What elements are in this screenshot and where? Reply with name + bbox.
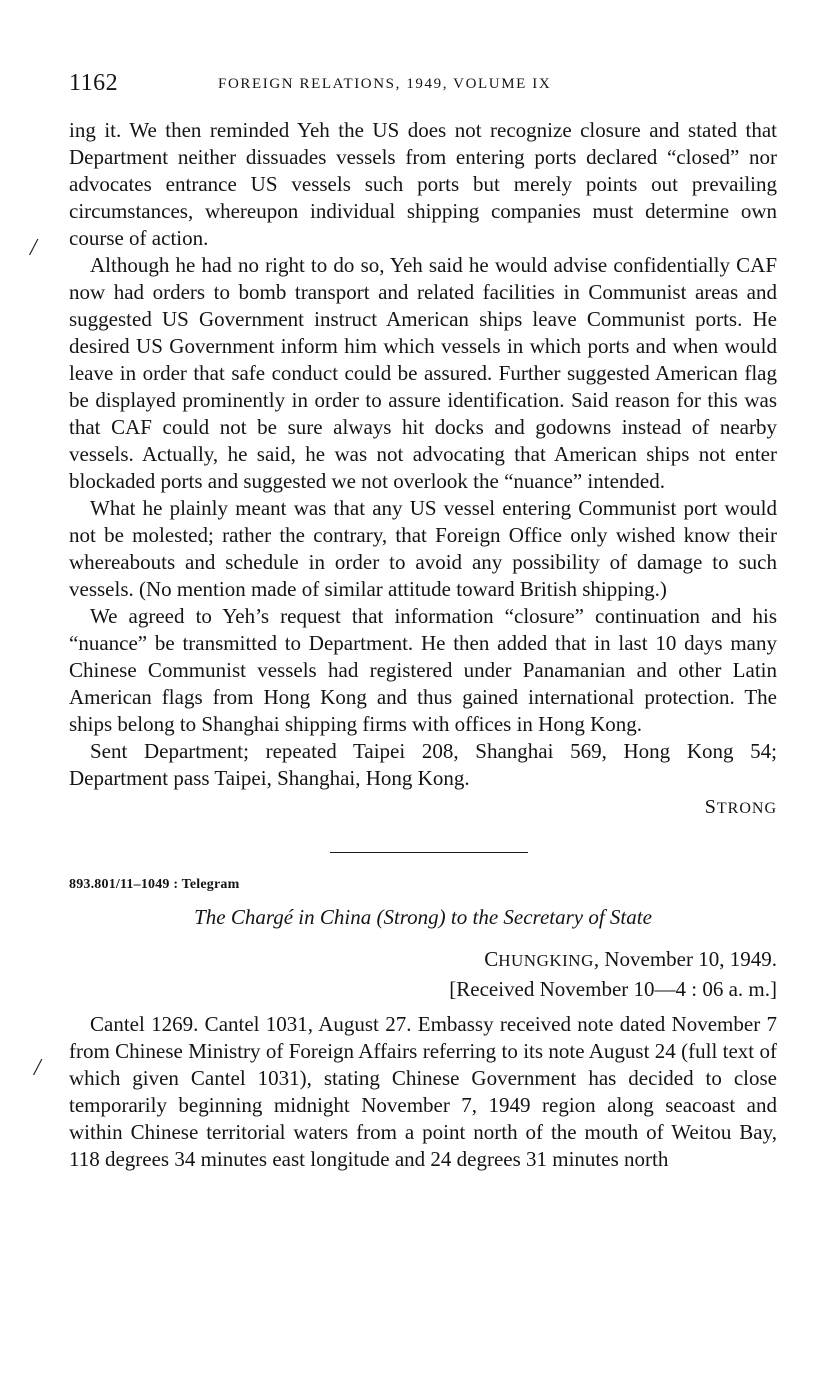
paragraph: What he plainly meant was that any US vessel entering Communist port would not be molested; rather the contrary, that Foreign Office only wished know their whereabouts and schedule in order to avoid any possibility of damage to such vessels. (No mention made of similar attitude toward British shipping.) xyxy=(69,496,777,601)
paragraph: Sent Department; repeated Taipei 208, Shanghai 569, Hong Kong 54; Department pass Taipei, Shanghai, Hong Kong. xyxy=(69,739,777,790)
signature: STRONG xyxy=(704,796,777,818)
page-number: 1162 xyxy=(69,70,119,96)
paragraph: ing it. We then reminded Yeh the US does not recognize closure and stated that Department neither dissuades vessels from entering ports declared “closed” nor advocates entrance US vessels such ports but merely points out prevailing circumstances, whereupon individual shipping companies must determine own course of action. xyxy=(69,118,777,250)
paragraph: We agreed to Yeh’s request that information “closure” continuation and his “nuance” be transmitted to Department. He then added that in last 10 days many Chinese Communist vessels had registered under Panamanian and other Latin American flags from Hong Kong and thus gained international protection. The ships belong to Shanghai shipping firms with offices in Hong Kong. xyxy=(69,604,777,736)
margin-pencil-mark: / xyxy=(30,235,37,261)
margin-pencil-mark: / xyxy=(34,1055,41,1081)
dateline: CHUNGKING, November 10, 1949. xyxy=(484,947,777,971)
paragraph: Although he had no right to do so, Yeh said he would advise confidentially CAF now had orders to bomb transport and related facilities in Communist areas and suggested US Government instruct American ships leave Communist ports. He desired US Government inform him which vessels in which ports and when would leave in order that safe conduct could be assured. Further suggested American flag be displayed prominently in order to assure identification. Said reason for this was that CAF could not be sure always hit docks and godowns instead of nearby vessels. Actually, he said, he was not advocating that American ships not enter blockaded ports and suggested we not overlook the “nuance” intended. xyxy=(69,253,777,493)
paragraph: Cantel 1269. Cantel 1031, August 27. Embassy received note dated November 7 from Chinese Ministry of Foreign Affairs referring to its note August 24 (full text of which given Cantel 1031), stating Chinese Government has decided to close temporarily beginning midnight November 7, 1949 region along seacoast and within Chinese territorial waters from a point north of the mouth of Weitou Bay, 118 degrees 34 minutes east longitude and 24 degrees 31 minutes north xyxy=(69,1012,777,1171)
document-body xyxy=(69,117,777,1173)
document-title: The Chargé in China (Strong) to the Secretary of State xyxy=(194,905,652,929)
section-divider xyxy=(330,852,528,853)
running-head: FOREIGN RELATIONS, 1949, VOLUME IX xyxy=(218,76,552,92)
received-line: [Received November 10—4 : 06 a. m.] xyxy=(449,977,777,1001)
page-header xyxy=(69,70,779,104)
document-reference: 893.801/11–1049 : Telegram xyxy=(69,877,240,892)
